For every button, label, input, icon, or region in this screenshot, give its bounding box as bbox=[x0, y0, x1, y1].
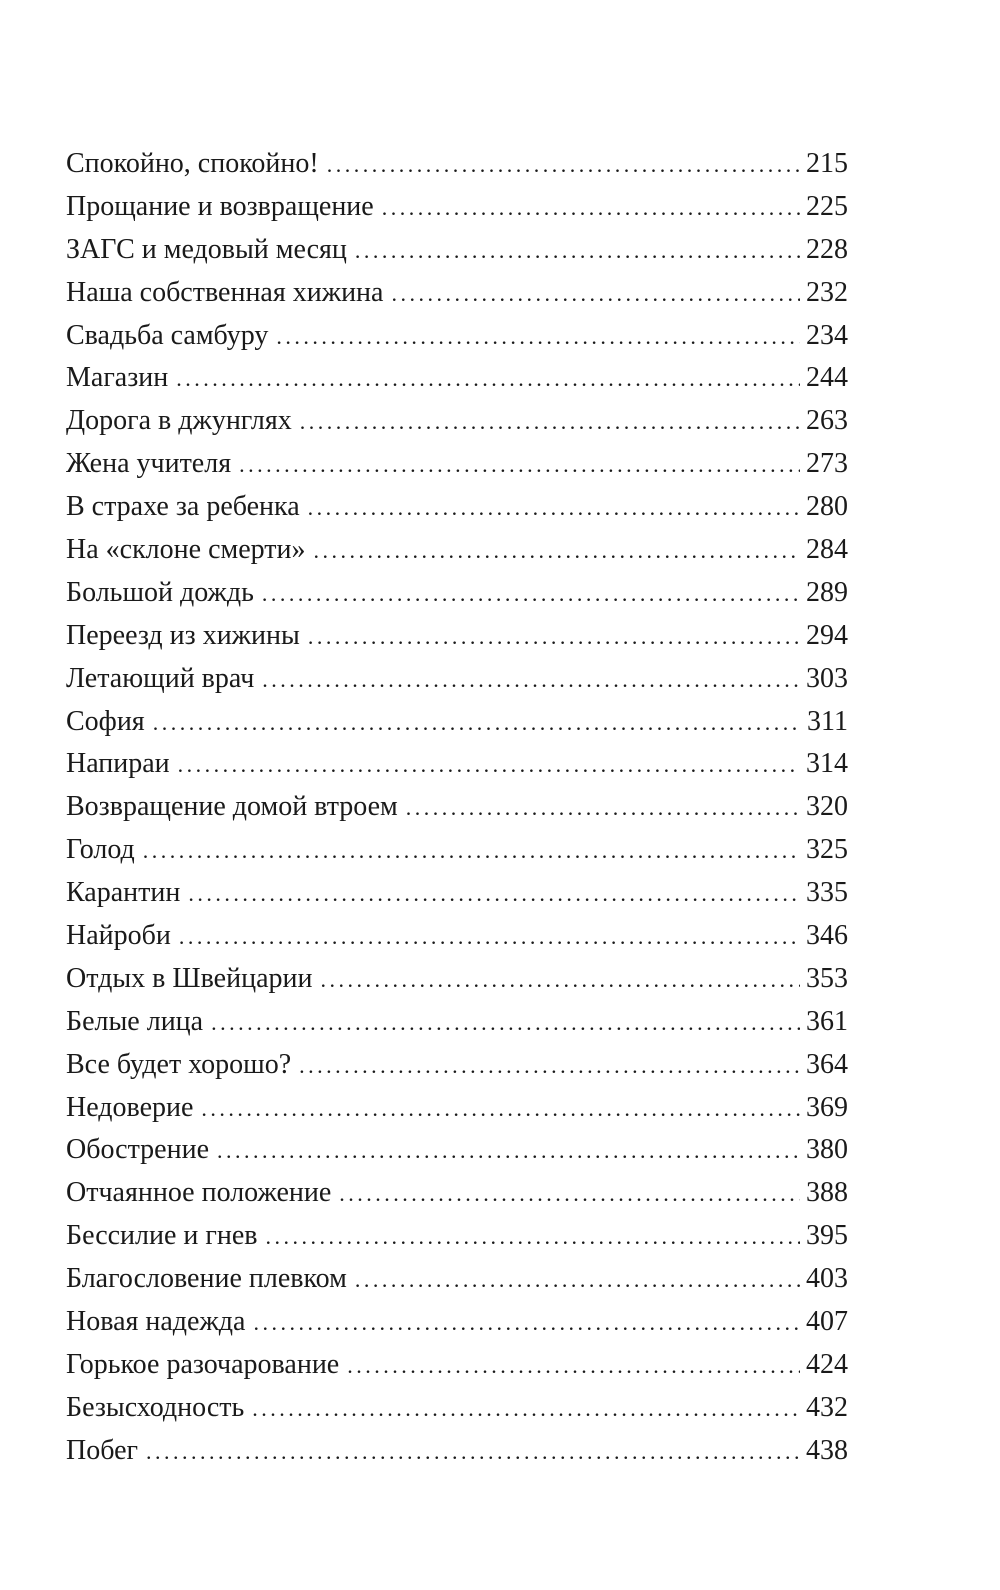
dot-leader bbox=[217, 1130, 800, 1173]
toc-entry-title: Дорога в джунглях bbox=[66, 405, 292, 437]
toc-entry-page: 395 bbox=[806, 1220, 848, 1252]
toc-entry-title: Белые лица bbox=[66, 1005, 204, 1037]
toc-entry bbox=[66, 1087, 848, 1130]
dot-leader bbox=[239, 444, 800, 487]
toc-entry-title: На «склоне смерти» bbox=[66, 534, 306, 566]
toc-entry-title: ЗАГС и медовый месяц bbox=[66, 233, 347, 265]
toc-entry-title: Жена учителя bbox=[66, 448, 232, 480]
toc-entry-title: Бессилие и гнев bbox=[66, 1220, 258, 1252]
toc-entry-page: 284 bbox=[806, 534, 848, 566]
toc-entry-title: Отдых в Швейцарии bbox=[66, 962, 313, 994]
toc-entry-page: 314 bbox=[806, 748, 848, 780]
dot-leader bbox=[320, 959, 800, 1002]
toc-entry bbox=[66, 1344, 848, 1387]
dot-leader bbox=[308, 487, 800, 530]
dot-leader bbox=[314, 530, 801, 573]
toc-entry-page: 335 bbox=[806, 877, 848, 909]
dot-leader bbox=[253, 1302, 800, 1345]
dot-leader bbox=[391, 273, 800, 316]
toc-entry bbox=[66, 915, 848, 958]
toc-entry-title: Горькое разочарование bbox=[66, 1348, 340, 1380]
dot-leader bbox=[179, 916, 800, 959]
toc-entry-title: Прощание и возвращение bbox=[66, 190, 374, 222]
toc-entry-page: 294 bbox=[806, 619, 848, 651]
dot-leader bbox=[299, 1045, 800, 1088]
toc-entry bbox=[66, 829, 848, 872]
toc-entry-page: 407 bbox=[806, 1306, 848, 1338]
table-of-contents bbox=[66, 143, 848, 1473]
dot-leader bbox=[406, 787, 800, 830]
dot-leader bbox=[355, 1259, 800, 1302]
toc-entry-title: Большой дождь bbox=[66, 576, 254, 608]
toc-entry bbox=[66, 701, 848, 744]
toc-entry-title: София bbox=[66, 705, 145, 737]
toc-entry-title: Безысходность bbox=[66, 1391, 245, 1423]
toc-entry-page: 303 bbox=[806, 662, 848, 694]
toc-entry bbox=[66, 872, 848, 915]
dot-leader bbox=[153, 702, 801, 745]
toc-entry-title: Благословение плевком bbox=[66, 1263, 347, 1295]
dot-leader bbox=[188, 873, 800, 916]
toc-entry-page: 225 bbox=[806, 190, 848, 222]
dot-leader bbox=[300, 401, 800, 444]
toc-entry-page: 364 bbox=[806, 1048, 848, 1080]
toc-entry-page: 438 bbox=[806, 1434, 848, 1466]
toc-entry-title: Напираи bbox=[66, 748, 170, 780]
toc-entry bbox=[66, 315, 848, 358]
toc-entry-title: Недоверие bbox=[66, 1091, 194, 1123]
dot-leader bbox=[146, 1431, 800, 1474]
dot-leader bbox=[355, 230, 800, 273]
dot-leader bbox=[252, 1388, 800, 1431]
toc-entry bbox=[66, 186, 848, 229]
toc-entry bbox=[66, 1301, 848, 1344]
toc-entry-title: Найроби bbox=[66, 920, 171, 952]
toc-entry-page: 369 bbox=[806, 1091, 848, 1123]
toc-entry-page: 325 bbox=[806, 834, 848, 866]
toc-entry-title: Все будет хорошо? bbox=[66, 1048, 292, 1080]
dot-leader bbox=[266, 1216, 800, 1259]
toc-entry-title: Голод bbox=[66, 834, 135, 866]
toc-entry-page: 311 bbox=[807, 705, 848, 737]
toc-entry-title: Свадьба самбуру bbox=[66, 319, 269, 351]
toc-entry-page: 234 bbox=[806, 319, 848, 351]
toc-entry-page: 388 bbox=[806, 1177, 848, 1209]
toc-entry bbox=[66, 1430, 848, 1473]
toc-entry-page: 346 bbox=[806, 920, 848, 952]
toc-entry bbox=[66, 1001, 848, 1044]
toc-entry bbox=[66, 658, 848, 701]
toc-entry bbox=[66, 272, 848, 315]
toc-entry-title: Магазин bbox=[66, 362, 169, 394]
toc-entry-title: Летающий врач bbox=[66, 662, 255, 694]
toc-entry-title: Побег bbox=[66, 1434, 139, 1466]
toc-entry-page: 432 bbox=[806, 1391, 848, 1423]
toc-entry bbox=[66, 1044, 848, 1087]
toc-entry bbox=[66, 486, 848, 529]
toc-entry bbox=[66, 357, 848, 400]
toc-entry-title: Карантин bbox=[66, 877, 181, 909]
dot-leader bbox=[347, 1345, 800, 1388]
toc-entry-page: 273 bbox=[806, 448, 848, 480]
dot-leader bbox=[276, 316, 800, 359]
toc-entry-page: 289 bbox=[806, 576, 848, 608]
dot-leader bbox=[339, 1173, 800, 1216]
toc-entry bbox=[66, 229, 848, 272]
toc-entry-title: Спокойно, спокойно! bbox=[66, 148, 319, 179]
toc-entry-page: 320 bbox=[806, 791, 848, 823]
dot-leader bbox=[262, 659, 800, 702]
toc-entry-title: В страхе за ребенка bbox=[66, 491, 300, 523]
toc-entry bbox=[66, 1258, 848, 1301]
toc-entry-page: 232 bbox=[806, 276, 848, 308]
dot-leader bbox=[201, 1088, 800, 1131]
toc-entry-title: Переезд из хижины bbox=[66, 619, 300, 651]
toc-entry-title: Возвращение домой втроем bbox=[66, 791, 398, 823]
dot-leader bbox=[308, 616, 800, 659]
toc-entry-page: 403 bbox=[806, 1263, 848, 1295]
toc-entry bbox=[66, 143, 848, 186]
toc-entry-page: 380 bbox=[806, 1134, 848, 1166]
toc-entry-page: 353 bbox=[806, 962, 848, 994]
dot-leader bbox=[262, 573, 800, 616]
toc-entry bbox=[66, 1129, 848, 1172]
toc-entry bbox=[66, 443, 848, 486]
toc-entry bbox=[66, 572, 848, 615]
toc-entry bbox=[66, 786, 848, 829]
toc-entry-page: 424 bbox=[806, 1348, 848, 1380]
dot-leader bbox=[176, 358, 800, 401]
toc-entry-title: Новая надежда bbox=[66, 1306, 246, 1338]
toc-entry bbox=[66, 529, 848, 572]
toc-entry bbox=[66, 615, 848, 658]
dot-leader bbox=[382, 187, 800, 230]
toc-entry bbox=[66, 743, 848, 786]
dot-leader bbox=[327, 144, 800, 187]
dot-leader bbox=[178, 744, 800, 787]
toc-entry-page: 244 bbox=[806, 362, 848, 394]
toc-entry-title: Отчаянное положение bbox=[66, 1177, 332, 1209]
toc-entry-page: 228 bbox=[806, 233, 848, 265]
toc-entry-page: 361 bbox=[806, 1005, 848, 1037]
toc-entry bbox=[66, 1172, 848, 1215]
toc-entry bbox=[66, 1387, 848, 1430]
toc-entry-page: 280 bbox=[806, 491, 848, 523]
toc-entry bbox=[66, 400, 848, 443]
toc-entry bbox=[66, 1215, 848, 1258]
toc-entry-page: 215 bbox=[806, 148, 848, 179]
toc-entry-title: Обострение bbox=[66, 1134, 209, 1166]
toc-entry-title: Наша собственная хижина bbox=[66, 276, 384, 308]
toc-entry-page: 263 bbox=[806, 405, 848, 437]
dot-leader bbox=[211, 1002, 800, 1045]
dot-leader bbox=[143, 830, 800, 873]
toc-entry bbox=[66, 958, 848, 1001]
